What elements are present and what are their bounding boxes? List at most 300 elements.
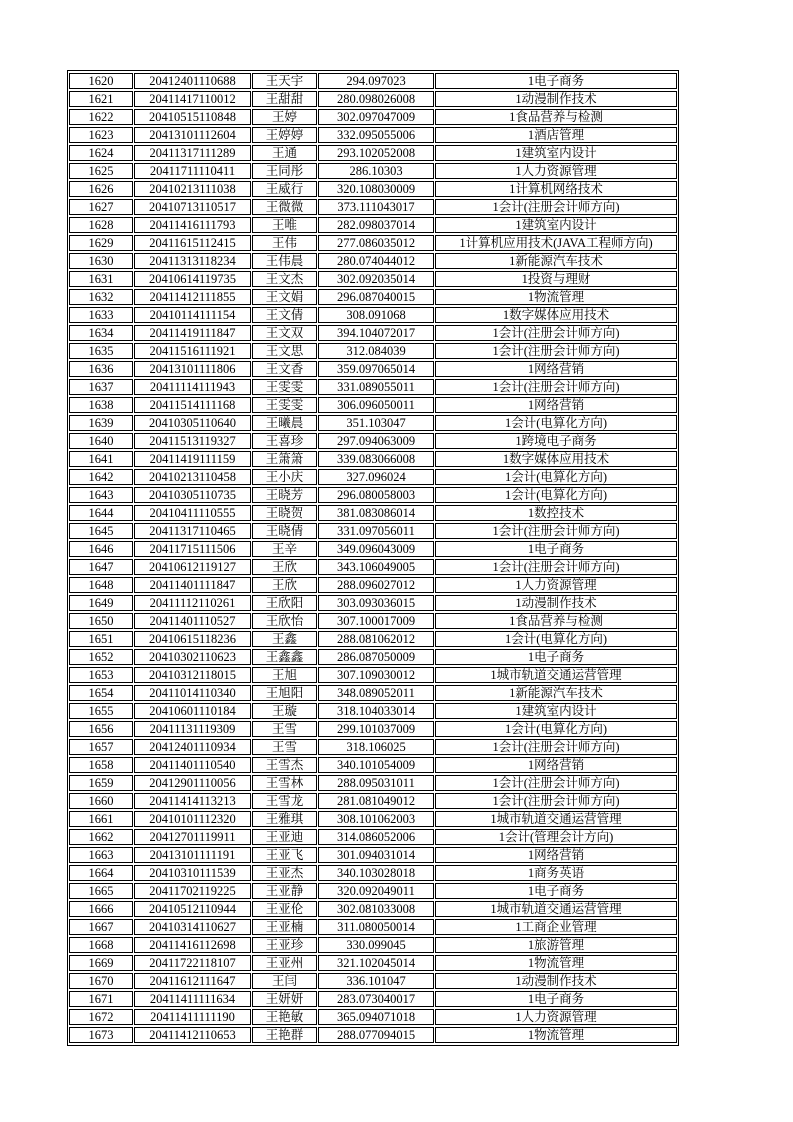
cell-major: 1跨境电子商务 — [435, 433, 677, 449]
cell-score: 339.083066008 — [318, 451, 434, 467]
cell-name: 王文倩 — [252, 307, 317, 323]
cell-major: 1动漫制作技术 — [435, 595, 677, 611]
cell-score: 320.108030009 — [318, 181, 434, 197]
table-row — [69, 757, 677, 773]
table-row — [69, 847, 677, 863]
cell-sequence-number: 1663 — [69, 847, 133, 863]
cell-major: 1计算机网络技术 — [435, 181, 677, 197]
cell-exam-id: 20411317111289 — [134, 145, 251, 161]
cell-major: 1商务英语 — [435, 865, 677, 881]
cell-major: 1物流管理 — [435, 955, 677, 971]
cell-exam-id: 20412401110688 — [134, 73, 251, 89]
cell-name: 王伟晨 — [252, 253, 317, 269]
table-row — [69, 379, 677, 395]
cell-sequence-number: 1643 — [69, 487, 133, 503]
cell-name: 王晓贺 — [252, 505, 317, 521]
cell-score: 318.106025 — [318, 739, 434, 755]
cell-sequence-number: 1654 — [69, 685, 133, 701]
cell-exam-id: 20410615118236 — [134, 631, 251, 647]
cell-score: 321.102045014 — [318, 955, 434, 971]
cell-sequence-number: 1664 — [69, 865, 133, 881]
cell-sequence-number: 1662 — [69, 829, 133, 845]
table-row — [69, 523, 677, 539]
cell-major: 1城市轨道交通运营管理 — [435, 667, 677, 683]
cell-score: 365.094071018 — [318, 1009, 434, 1025]
table-row — [69, 811, 677, 827]
cell-score: 280.074044012 — [318, 253, 434, 269]
cell-major: 1网络营销 — [435, 397, 677, 413]
cell-exam-id: 20411014110340 — [134, 685, 251, 701]
cell-exam-id: 20411416112698 — [134, 937, 251, 953]
cell-major: 1动漫制作技术 — [435, 91, 677, 107]
cell-major: 1会计(管理会计方向) — [435, 829, 677, 845]
cell-sequence-number: 1639 — [69, 415, 133, 431]
cell-name: 王欣 — [252, 559, 317, 575]
cell-name: 王雪 — [252, 739, 317, 755]
cell-major: 1电子商务 — [435, 649, 677, 665]
cell-major: 1数字媒体应用技术 — [435, 451, 677, 467]
cell-major: 1会计(注册会计师方向) — [435, 199, 677, 215]
table-row — [69, 397, 677, 413]
table-row — [69, 361, 677, 377]
cell-exam-id: 20410305110640 — [134, 415, 251, 431]
cell-name: 王微微 — [252, 199, 317, 215]
cell-exam-id: 20410411110555 — [134, 505, 251, 521]
cell-major: 1会计(电算化方向) — [435, 631, 677, 647]
table-row — [69, 307, 677, 323]
cell-major: 1会计(注册会计师方向) — [435, 559, 677, 575]
table-row — [69, 649, 677, 665]
cell-name: 王通 — [252, 145, 317, 161]
cell-name: 王婷 — [252, 109, 317, 125]
results-table-body — [69, 73, 677, 1043]
table-row — [69, 973, 677, 989]
table-row — [69, 289, 677, 305]
cell-sequence-number: 1632 — [69, 289, 133, 305]
cell-major: 1酒店管理 — [435, 127, 677, 143]
cell-major: 1投资与理财 — [435, 271, 677, 287]
cell-score: 306.096050011 — [318, 397, 434, 413]
cell-exam-id: 20410213110458 — [134, 469, 251, 485]
cell-exam-id: 20410302110623 — [134, 649, 251, 665]
cell-score: 332.095055006 — [318, 127, 434, 143]
cell-exam-id: 20413101111191 — [134, 847, 251, 863]
table-row — [69, 271, 677, 287]
cell-exam-id: 20411612111647 — [134, 973, 251, 989]
cell-sequence-number: 1620 — [69, 73, 133, 89]
table-row — [69, 829, 677, 845]
cell-major: 1食品营养与检测 — [435, 613, 677, 629]
cell-score: 348.089052011 — [318, 685, 434, 701]
cell-sequence-number: 1629 — [69, 235, 133, 251]
cell-score: 343.106049005 — [318, 559, 434, 575]
table-row — [69, 883, 677, 899]
cell-exam-id: 20411715111506 — [134, 541, 251, 557]
cell-sequence-number: 1626 — [69, 181, 133, 197]
cell-score: 394.104072017 — [318, 325, 434, 341]
table-row — [69, 469, 677, 485]
cell-name: 王雪 — [252, 721, 317, 737]
cell-major: 1计算机应用技术(JAVA工程师方向) — [435, 235, 677, 251]
cell-major: 1数控技术 — [435, 505, 677, 521]
cell-sequence-number: 1667 — [69, 919, 133, 935]
cell-sequence-number: 1668 — [69, 937, 133, 953]
cell-name: 王欣阳 — [252, 595, 317, 611]
cell-score: 320.092049011 — [318, 883, 434, 899]
cell-exam-id: 20410713110517 — [134, 199, 251, 215]
cell-major: 1会计(注册会计师方向) — [435, 775, 677, 791]
cell-exam-id: 20411401111847 — [134, 577, 251, 593]
cell-name: 王文双 — [252, 325, 317, 341]
cell-exam-id: 20412901110056 — [134, 775, 251, 791]
cell-score: 308.101062003 — [318, 811, 434, 827]
cell-sequence-number: 1659 — [69, 775, 133, 791]
table-row — [69, 505, 677, 521]
cell-sequence-number: 1634 — [69, 325, 133, 341]
table-row — [69, 703, 677, 719]
cell-major: 1电子商务 — [435, 883, 677, 899]
cell-sequence-number: 1630 — [69, 253, 133, 269]
table-row — [69, 559, 677, 575]
cell-sequence-number: 1628 — [69, 217, 133, 233]
cell-score: 327.096024 — [318, 469, 434, 485]
score-table — [67, 70, 679, 1046]
table-row — [69, 919, 677, 935]
cell-name: 王亚伦 — [252, 901, 317, 917]
cell-name: 王旭阳 — [252, 685, 317, 701]
cell-exam-id: 20411412111855 — [134, 289, 251, 305]
cell-major: 1人力资源管理 — [435, 163, 677, 179]
cell-exam-id: 20411411111634 — [134, 991, 251, 1007]
cell-exam-id: 20411416111793 — [134, 217, 251, 233]
table-row — [69, 181, 677, 197]
cell-score: 381.083086014 — [318, 505, 434, 521]
table-row — [69, 541, 677, 557]
cell-sequence-number: 1672 — [69, 1009, 133, 1025]
cell-name: 王雯雯 — [252, 379, 317, 395]
cell-score: 288.081062012 — [318, 631, 434, 647]
cell-name: 王雪林 — [252, 775, 317, 791]
cell-score: 294.097023 — [318, 73, 434, 89]
cell-exam-id: 20411112110261 — [134, 595, 251, 611]
table-row — [69, 901, 677, 917]
cell-exam-id: 20411417110012 — [134, 91, 251, 107]
cell-major: 1电子商务 — [435, 73, 677, 89]
cell-major: 1会计(注册会计师方向) — [435, 325, 677, 341]
table-row — [69, 721, 677, 737]
table-row — [69, 1027, 677, 1043]
cell-name: 王亚珍 — [252, 937, 317, 953]
cell-exam-id: 20411419111847 — [134, 325, 251, 341]
cell-exam-id: 20410314110627 — [134, 919, 251, 935]
cell-major: 1电子商务 — [435, 991, 677, 1007]
cell-exam-id: 20410101112320 — [134, 811, 251, 827]
cell-major: 1网络营销 — [435, 757, 677, 773]
cell-exam-id: 20411711110411 — [134, 163, 251, 179]
cell-major: 1人力资源管理 — [435, 577, 677, 593]
cell-exam-id: 20413101111806 — [134, 361, 251, 377]
cell-score: 297.094063009 — [318, 433, 434, 449]
cell-major: 1物流管理 — [435, 1027, 677, 1043]
table-row — [69, 145, 677, 161]
cell-name: 王欣怡 — [252, 613, 317, 629]
cell-name: 王鑫鑫 — [252, 649, 317, 665]
cell-exam-id: 20412401110934 — [134, 739, 251, 755]
cell-major: 1建筑室内设计 — [435, 145, 677, 161]
table-row — [69, 865, 677, 881]
cell-score: 359.097065014 — [318, 361, 434, 377]
cell-exam-id: 20411615112415 — [134, 235, 251, 251]
cell-sequence-number: 1642 — [69, 469, 133, 485]
cell-sequence-number: 1649 — [69, 595, 133, 611]
cell-exam-id: 20412701119911 — [134, 829, 251, 845]
table-row — [69, 163, 677, 179]
table-row — [69, 343, 677, 359]
cell-exam-id: 20411513119327 — [134, 433, 251, 449]
cell-score: 302.097047009 — [318, 109, 434, 125]
cell-sequence-number: 1671 — [69, 991, 133, 1007]
cell-sequence-number: 1627 — [69, 199, 133, 215]
cell-name: 王鑫 — [252, 631, 317, 647]
cell-name: 王欣 — [252, 577, 317, 593]
cell-name: 王雯雯 — [252, 397, 317, 413]
cell-score: 373.111043017 — [318, 199, 434, 215]
cell-sequence-number: 1651 — [69, 631, 133, 647]
cell-sequence-number: 1666 — [69, 901, 133, 917]
cell-name: 王曦晨 — [252, 415, 317, 431]
cell-major: 1建筑室内设计 — [435, 703, 677, 719]
cell-major: 1人力资源管理 — [435, 1009, 677, 1025]
table-row — [69, 325, 677, 341]
cell-sequence-number: 1641 — [69, 451, 133, 467]
cell-exam-id: 20411702119225 — [134, 883, 251, 899]
cell-name: 王晓芳 — [252, 487, 317, 503]
cell-major: 1新能源汽车技术 — [435, 685, 677, 701]
cell-sequence-number: 1621 — [69, 91, 133, 107]
cell-name: 王雪杰 — [252, 757, 317, 773]
cell-score: 311.080050014 — [318, 919, 434, 935]
table-row — [69, 793, 677, 809]
cell-score: 307.109030012 — [318, 667, 434, 683]
cell-exam-id: 20411722118107 — [134, 955, 251, 971]
cell-score: 312.084039 — [318, 343, 434, 359]
cell-score: 336.101047 — [318, 973, 434, 989]
cell-score: 277.086035012 — [318, 235, 434, 251]
table-row — [69, 109, 677, 125]
cell-score: 349.096043009 — [318, 541, 434, 557]
cell-name: 王艳敏 — [252, 1009, 317, 1025]
cell-exam-id: 20411313118234 — [134, 253, 251, 269]
cell-exam-id: 20411514111168 — [134, 397, 251, 413]
cell-sequence-number: 1653 — [69, 667, 133, 683]
cell-exam-id: 20410310111539 — [134, 865, 251, 881]
cell-sequence-number: 1652 — [69, 649, 133, 665]
cell-name: 王亚飞 — [252, 847, 317, 863]
cell-sequence-number: 1638 — [69, 397, 133, 413]
cell-name: 王甜甜 — [252, 91, 317, 107]
cell-name: 王亚静 — [252, 883, 317, 899]
cell-exam-id: 20413101112604 — [134, 127, 251, 143]
cell-sequence-number: 1650 — [69, 613, 133, 629]
cell-major: 1会计(电算化方向) — [435, 721, 677, 737]
cell-sequence-number: 1633 — [69, 307, 133, 323]
cell-name: 王妍妍 — [252, 991, 317, 1007]
cell-major: 1会计(电算化方向) — [435, 469, 677, 485]
cell-name: 王小庆 — [252, 469, 317, 485]
cell-name: 王艳群 — [252, 1027, 317, 1043]
cell-score: 286.087050009 — [318, 649, 434, 665]
cell-major: 1工商企业管理 — [435, 919, 677, 935]
table-row — [69, 73, 677, 89]
cell-major: 1城市轨道交通运营管理 — [435, 811, 677, 827]
cell-sequence-number: 1640 — [69, 433, 133, 449]
cell-score: 283.073040017 — [318, 991, 434, 1007]
cell-major: 1会计(注册会计师方向) — [435, 523, 677, 539]
cell-exam-id: 20410612119127 — [134, 559, 251, 575]
cell-score: 314.086052006 — [318, 829, 434, 845]
cell-sequence-number: 1647 — [69, 559, 133, 575]
table-row — [69, 685, 677, 701]
cell-score: 288.096027012 — [318, 577, 434, 593]
table-row — [69, 577, 677, 593]
cell-score: 331.097056011 — [318, 523, 434, 539]
cell-sequence-number: 1661 — [69, 811, 133, 827]
cell-sequence-number: 1646 — [69, 541, 133, 557]
cell-name: 王伟 — [252, 235, 317, 251]
cell-sequence-number: 1631 — [69, 271, 133, 287]
cell-sequence-number: 1623 — [69, 127, 133, 143]
cell-sequence-number: 1648 — [69, 577, 133, 593]
table-row — [69, 235, 677, 251]
cell-sequence-number: 1655 — [69, 703, 133, 719]
cell-sequence-number: 1658 — [69, 757, 133, 773]
cell-sequence-number: 1665 — [69, 883, 133, 899]
cell-score: 288.077094015 — [318, 1027, 434, 1043]
cell-major: 1会计(电算化方向) — [435, 487, 677, 503]
cell-exam-id: 20411516111921 — [134, 343, 251, 359]
cell-major: 1新能源汽车技术 — [435, 253, 677, 269]
cell-sequence-number: 1635 — [69, 343, 133, 359]
cell-major: 1动漫制作技术 — [435, 973, 677, 989]
cell-major: 1物流管理 — [435, 289, 677, 305]
cell-exam-id: 20411414113213 — [134, 793, 251, 809]
cell-sequence-number: 1673 — [69, 1027, 133, 1043]
cell-score: 281.081049012 — [318, 793, 434, 809]
cell-name: 王箫箫 — [252, 451, 317, 467]
cell-major: 1电子商务 — [435, 541, 677, 557]
cell-score: 293.102052008 — [318, 145, 434, 161]
cell-name: 王旭 — [252, 667, 317, 683]
cell-score: 303.093036015 — [318, 595, 434, 611]
cell-major: 1会计(注册会计师方向) — [435, 793, 677, 809]
cell-sequence-number: 1622 — [69, 109, 133, 125]
cell-sequence-number: 1644 — [69, 505, 133, 521]
cell-sequence-number: 1660 — [69, 793, 133, 809]
table-row — [69, 217, 677, 233]
table-row — [69, 127, 677, 143]
cell-name: 王辛 — [252, 541, 317, 557]
cell-exam-id: 20410601110184 — [134, 703, 251, 719]
table-row — [69, 613, 677, 629]
cell-major: 1网络营销 — [435, 847, 677, 863]
cell-exam-id: 20411401110540 — [134, 757, 251, 773]
cell-name: 王唯 — [252, 217, 317, 233]
cell-score: 331.089055011 — [318, 379, 434, 395]
cell-major: 1建筑室内设计 — [435, 217, 677, 233]
cell-name: 王文思 — [252, 343, 317, 359]
table-row — [69, 199, 677, 215]
cell-name: 王亚楠 — [252, 919, 317, 935]
table-row — [69, 451, 677, 467]
cell-major: 1会计(注册会计师方向) — [435, 343, 677, 359]
cell-score: 299.101037009 — [318, 721, 434, 737]
table-row — [69, 955, 677, 971]
table-row — [69, 631, 677, 647]
table-row — [69, 595, 677, 611]
cell-score: 282.098037014 — [318, 217, 434, 233]
cell-name: 王亚州 — [252, 955, 317, 971]
cell-exam-id: 20411411111190 — [134, 1009, 251, 1025]
cell-score: 308.091068 — [318, 307, 434, 323]
cell-name: 王亚杰 — [252, 865, 317, 881]
cell-score: 288.095031011 — [318, 775, 434, 791]
cell-exam-id: 20411412110653 — [134, 1027, 251, 1043]
table-row — [69, 487, 677, 503]
cell-name: 王文娟 — [252, 289, 317, 305]
cell-sequence-number: 1625 — [69, 163, 133, 179]
cell-sequence-number: 1670 — [69, 973, 133, 989]
cell-major: 1旅游管理 — [435, 937, 677, 953]
cell-sequence-number: 1637 — [69, 379, 133, 395]
cell-score: 286.10303 — [318, 163, 434, 179]
cell-exam-id: 20410305110735 — [134, 487, 251, 503]
cell-name: 王威行 — [252, 181, 317, 197]
table-row — [69, 415, 677, 431]
cell-score: 302.081033008 — [318, 901, 434, 917]
cell-exam-id: 20411317110465 — [134, 523, 251, 539]
cell-major: 1网络营销 — [435, 361, 677, 377]
cell-name: 王天宇 — [252, 73, 317, 89]
cell-exam-id: 20411401110527 — [134, 613, 251, 629]
cell-score: 302.092035014 — [318, 271, 434, 287]
cell-score: 280.098026008 — [318, 91, 434, 107]
table-row — [69, 1009, 677, 1025]
cell-name: 王文杰 — [252, 271, 317, 287]
cell-major: 1食品营养与检测 — [435, 109, 677, 125]
cell-score: 340.103028018 — [318, 865, 434, 881]
cell-score: 307.100017009 — [318, 613, 434, 629]
cell-exam-id: 20411114111943 — [134, 379, 251, 395]
cell-score: 301.094031014 — [318, 847, 434, 863]
cell-sequence-number: 1657 — [69, 739, 133, 755]
cell-exam-id: 20411131119309 — [134, 721, 251, 737]
cell-sequence-number: 1645 — [69, 523, 133, 539]
cell-name: 王婷婷 — [252, 127, 317, 143]
cell-sequence-number: 1656 — [69, 721, 133, 737]
cell-score: 296.087040015 — [318, 289, 434, 305]
table-row — [69, 775, 677, 791]
table-row — [69, 253, 677, 269]
cell-name: 王闫 — [252, 973, 317, 989]
cell-name: 王雅琪 — [252, 811, 317, 827]
table-row — [69, 991, 677, 1007]
cell-name: 王雪龙 — [252, 793, 317, 809]
cell-score: 318.104033014 — [318, 703, 434, 719]
cell-major: 1会计(电算化方向) — [435, 415, 677, 431]
cell-name: 王文香 — [252, 361, 317, 377]
cell-exam-id: 20410114111154 — [134, 307, 251, 323]
cell-major: 1会计(注册会计师方向) — [435, 739, 677, 755]
